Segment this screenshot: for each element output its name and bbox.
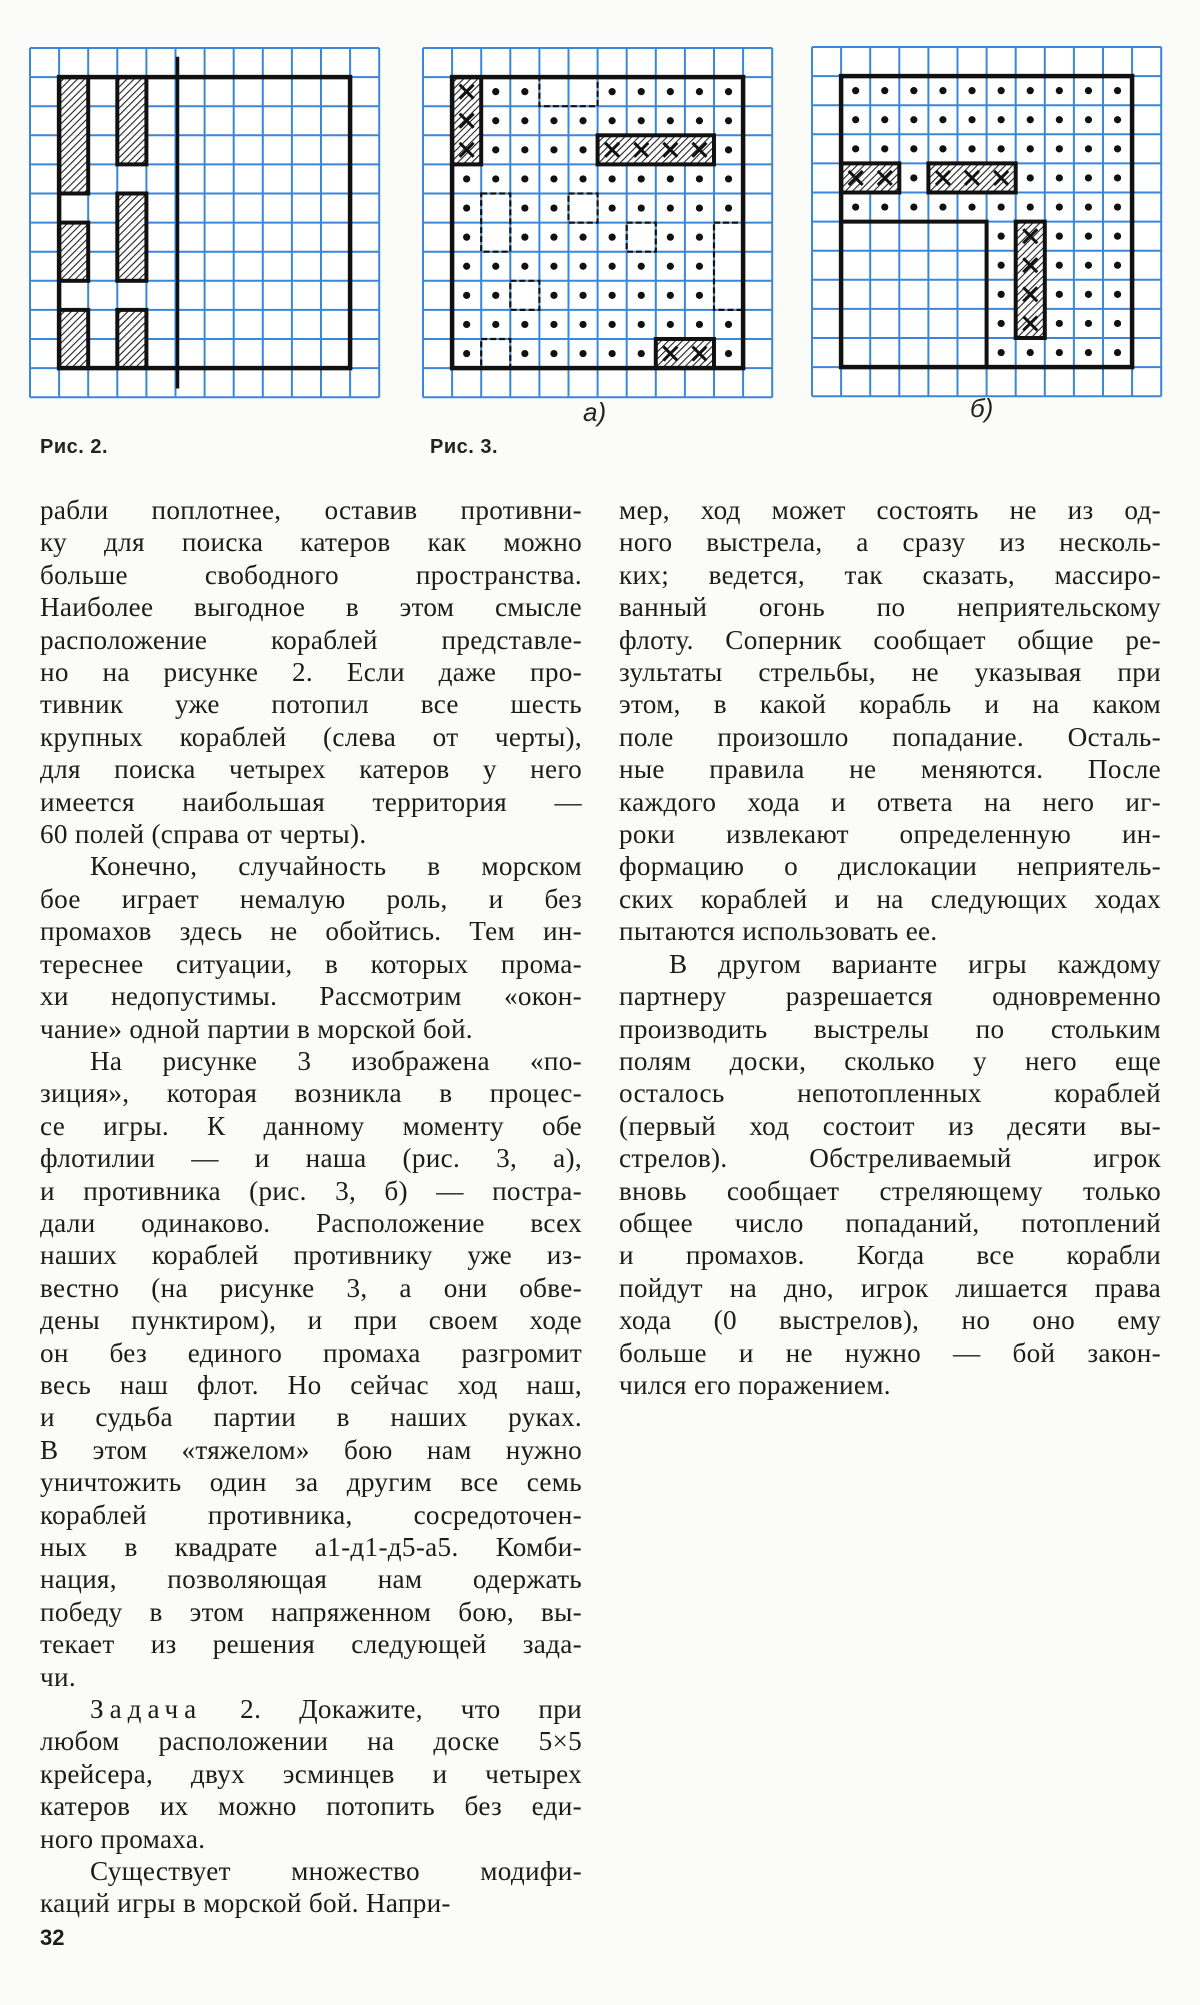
text-line: Существует множество модифи- xyxy=(90,1856,582,1887)
text-line: любом расположении на доске 5×5 xyxy=(40,1726,582,1757)
text-line: Задача 2. Докажите, что при xyxy=(90,1694,582,1725)
text-line: осталось непотопленных кораблей xyxy=(619,1078,1161,1109)
text-line: стрелов). Обстреливаемый игрок xyxy=(619,1143,1161,1174)
figure-3b-grid xyxy=(810,45,1163,398)
text-line: флотилии — и наша (рис. 3, а), xyxy=(40,1143,582,1174)
figure-3a-label: а) xyxy=(583,397,607,427)
text-line: для поиска четырех катеров у него xyxy=(40,754,582,785)
text-line: полям доски, сколько у него еще xyxy=(619,1045,1161,1076)
text-line: пытаются использовать ее. xyxy=(619,916,938,947)
text-line: победу в этом напряженном бою, вы- xyxy=(40,1596,582,1627)
text-line: каждого хода и ответа на него иг- xyxy=(619,786,1161,817)
text-line: расположение кораблей представле- xyxy=(40,624,582,655)
text-line: он без единого промаха разгромит xyxy=(40,1337,582,1368)
text-line: общее число попаданий, потоплений xyxy=(619,1207,1161,1238)
text-line: дали одинаково. Расположение всех xyxy=(40,1207,582,1238)
figure-3a-grid xyxy=(421,46,774,399)
text-line: пойдут на дно, игрок лишается права xyxy=(619,1272,1161,1303)
text-line: чи. xyxy=(40,1661,76,1692)
text-line: ных в квадрате а1-д1-д5-а5. Комби- xyxy=(40,1532,582,1562)
text-line: вестно (на рисунке 3, а они обве- xyxy=(40,1272,582,1303)
text-line: На рисунке 3 изображена «по- xyxy=(90,1045,582,1076)
text-line: рабли поплотнее, оставив противни- xyxy=(40,495,582,525)
text-line: кораблей противника, сосредоточен- xyxy=(40,1499,582,1530)
text-line: флоту. Соперник сообщает общие ре- xyxy=(619,624,1161,655)
text-line: тивник уже потопил все шесть xyxy=(40,689,582,720)
text-line: производить выстрелы по стольким xyxy=(619,1013,1161,1044)
text-line: этом, в какой корабль и на каком xyxy=(619,689,1161,720)
text-line: ких; ведется, так сказать, массиро- xyxy=(619,559,1161,590)
text-line: крупных кораблей (слева от черты), xyxy=(40,721,582,752)
text-line: зультаты стрельбы, не указывая при xyxy=(619,657,1161,688)
text-line: бое играет немалую роль, и без xyxy=(40,883,582,914)
text-line: больше свободного пространства. xyxy=(40,559,582,590)
text-line: каций игры в морской бой. Напри- xyxy=(40,1888,451,1919)
text-line: нация, позволяющая нам одержать xyxy=(40,1564,582,1595)
figure-2-grid xyxy=(28,46,381,399)
text-line: Конечно, случайность в морском xyxy=(90,851,582,882)
text-line: наших кораблей противнику уже из- xyxy=(40,1240,582,1271)
text-line: формацию о дислокации неприятель- xyxy=(619,851,1161,882)
text-line: поле произошло попадание. Осталь- xyxy=(619,721,1161,752)
text-line: вновь сообщает стреляющему только xyxy=(619,1175,1161,1206)
text-line: хода (0 выстрелов), но оно ему xyxy=(619,1305,1161,1336)
text-line: Наиболее выгодное в этом смысле xyxy=(40,592,582,623)
text-line: ских кораблей и на следующих ходах xyxy=(619,883,1161,914)
text-line: дены пунктиром), и при своем ходе xyxy=(40,1305,582,1336)
text-line: имеется наибольшая территория — xyxy=(40,786,582,817)
text-line: но на рисунке 2. Если даже про- xyxy=(40,657,582,688)
text-line: катеров их можно потопить без еди- xyxy=(40,1791,582,1822)
text-line: ного промаха. xyxy=(40,1823,206,1854)
figure-3-caption: Рис. 3. xyxy=(430,436,499,458)
text-line: 60 полей (справа от черты). xyxy=(40,819,367,850)
text-line: крейсера, двух эсминцев и четырех xyxy=(40,1758,582,1789)
task-heading: Задача xyxy=(90,1694,203,1725)
text-line: се игры. К данному моменту обе xyxy=(40,1110,582,1141)
text-line: роки извлекают определенную ин- xyxy=(619,819,1161,850)
text-line: ванный огонь по неприятельскому xyxy=(619,592,1161,623)
text-line: тереснее ситуации, в которых прома- xyxy=(40,948,582,979)
text-line: весь наш флот. Но сейчас ход наш, xyxy=(40,1369,582,1400)
text-line: и противника (рис. 3, б) — постра- xyxy=(40,1175,582,1206)
text-line: зиция», которая возникла в процес- xyxy=(40,1078,582,1109)
text-line: хи недопустимы. Рассмотрим «окон- xyxy=(40,981,582,1012)
text-line: мер, ход может состоять не из од- xyxy=(619,495,1161,525)
text-line: чание» одной партии в морской бой. xyxy=(40,1013,473,1044)
text-line: текает из решения следующей зада- xyxy=(40,1629,582,1660)
text-line: промахов здесь не обойтись. Тем ин- xyxy=(40,916,582,947)
left-text-column xyxy=(40,494,582,1920)
text-line: чился его поражением. xyxy=(619,1369,891,1400)
figure-2-caption: Рис. 2. xyxy=(40,436,109,458)
figure-3b-label: б) xyxy=(970,393,994,423)
text-line: и промахов. Когда все корабли xyxy=(619,1240,1161,1271)
page-number: 32 xyxy=(40,1925,65,1950)
text-line: уничтожить один за другим все семь xyxy=(40,1467,582,1498)
text-line: В этом «тяжелом» бою нам нужно xyxy=(40,1434,582,1465)
text-line: (первый ход состоит из десяти вы- xyxy=(619,1110,1161,1141)
text-line: больше и не нужно — бой закон- xyxy=(619,1337,1161,1368)
text-line: ные правила не меняются. После xyxy=(619,754,1161,785)
text-line: партнеру разрешается одновременно xyxy=(619,981,1161,1012)
text-line: В другом варианте игры каждому xyxy=(669,948,1161,979)
text-line: ку для поиска катеров как можно xyxy=(40,527,582,558)
text-line: и судьба партии в наших руках. xyxy=(40,1402,582,1433)
right-text-column xyxy=(619,494,1161,1401)
text-line: ного выстрела, а сразу из несколь- xyxy=(619,527,1161,558)
